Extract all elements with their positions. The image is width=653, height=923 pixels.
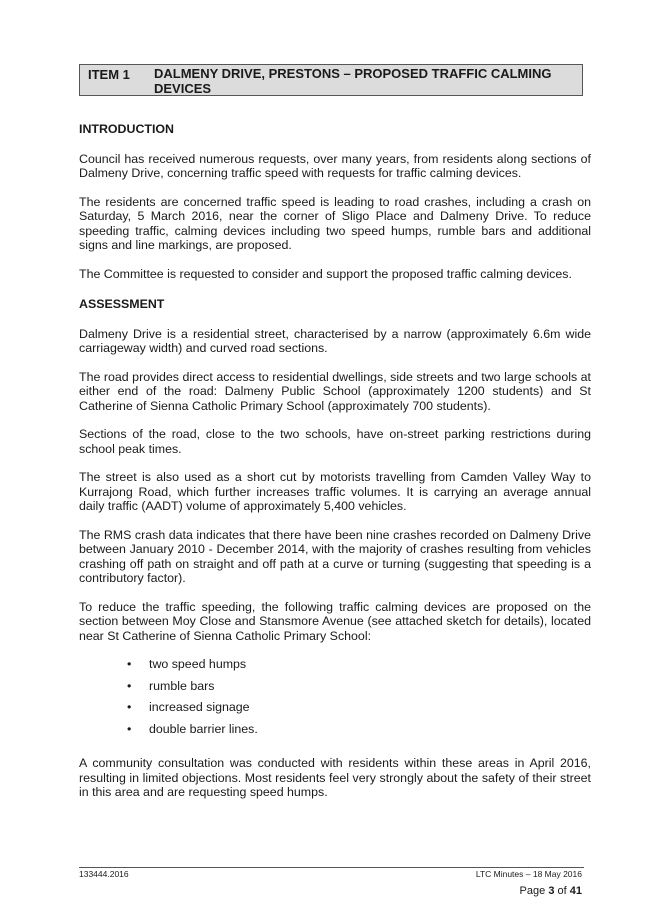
page-word: Page	[519, 885, 546, 897]
assessment-paragraph-5: The RMS crash data indicates that there have been nine crashes recorded on Dalmeny Drive between January 2010 - December 2014, with the majority of crashes resulting from vehicles crashing off path on straight and off path at a curve or turning (suggesting that speeding is a contributory factor).	[79, 527, 591, 585]
proposed-devices-list	[79, 657, 591, 736]
item-number: ITEM 1	[88, 67, 130, 82]
bullet-icon: •	[127, 721, 132, 736]
page-total: 41	[569, 885, 582, 897]
footer-minutes-reference: LTC Minutes – 18 May 2016	[475, 869, 582, 879]
bullet-icon: •	[127, 700, 132, 714]
footer-divider	[79, 867, 584, 868]
page-of: of	[557, 885, 567, 897]
assessment-paragraph-3: Sections of the road, close to the two schools, have on-street parking restrictions during school peak times.	[79, 427, 591, 456]
assessment-heading: ASSESSMENT	[79, 297, 165, 311]
intro-paragraph-2: The residents are concerned traffic speed is leading to road crashes, including a crash on Saturday, 5 March 2016, near the corner of Sligo Place and Dalmeny Drive. To reduce speeding traffic, calming devices including two speed humps, rumble bars and additional signs and line markings, are proposed.	[79, 194, 591, 252]
list-item-text: rumble bars	[149, 678, 215, 693]
page-number	[440, 885, 582, 897]
list-item-text: increased signage	[149, 700, 250, 714]
assessment-paragraph-6: To reduce the traffic speeding, the following traffic calming devices are proposed on the section between Moy Close and Stansmore Avenue (see attached sketch for details), located near St Catherine of Sienna Catholic Primary School:	[79, 599, 591, 643]
bullet-icon: •	[127, 657, 132, 671]
bullet-icon: •	[127, 678, 132, 693]
list-item-text: two speed humps	[149, 657, 247, 671]
document-body	[79, 122, 591, 814]
page-current: 3	[548, 885, 555, 897]
list-item	[127, 700, 591, 715]
assessment-paragraph-2: The road provides direct access to residential dwellings, side streets and two large schools at either end of the road: Dalmeny Public School (approximately 1200 students) and St Catherine of Sienna Catholic Primary School (approximately 700 students).	[79, 369, 591, 413]
intro-paragraph-1: Council has received numerous requests, over many years, from residents along sections of Dalmeny Drive, concerning traffic speed with requests for traffic calming devices.	[79, 151, 591, 180]
assessment-closing-paragraph: A community consultation was conducted with residents within these areas in April 2016, resulting in limited objections. Most residents feel very strongly about the safety of their street in this area and are requesting speed humps.	[79, 756, 591, 799]
assessment-paragraph-4: The street is also used as a short cut by motorists travelling from Camden Valley Way to Kurrajong Road, which further increases traffic volumes. It is carrying an average annual daily traffic (AADT) volume of approximately 5,400 vehicles.	[79, 470, 591, 513]
list-item	[127, 679, 591, 694]
item-header-box	[79, 64, 583, 96]
item-title: DALMENY DRIVE, PRESTONS – PROPOSED TRAFFIC CALMING DEVICES	[154, 66, 552, 96]
footer-document-id: 133444.2016	[79, 869, 129, 879]
list-item	[127, 657, 591, 672]
introduction-heading: INTRODUCTION	[79, 122, 174, 136]
list-item	[127, 722, 591, 737]
list-item-text: double barrier lines.	[149, 721, 258, 736]
intro-paragraph-3: The Committee is requested to consider and support the proposed traffic calming devices.	[79, 266, 572, 281]
assessment-paragraph-1: Dalmeny Drive is a residential street, characterised by a narrow (approximately 6.6m wide carriageway width) and curved road sections.	[79, 326, 591, 355]
